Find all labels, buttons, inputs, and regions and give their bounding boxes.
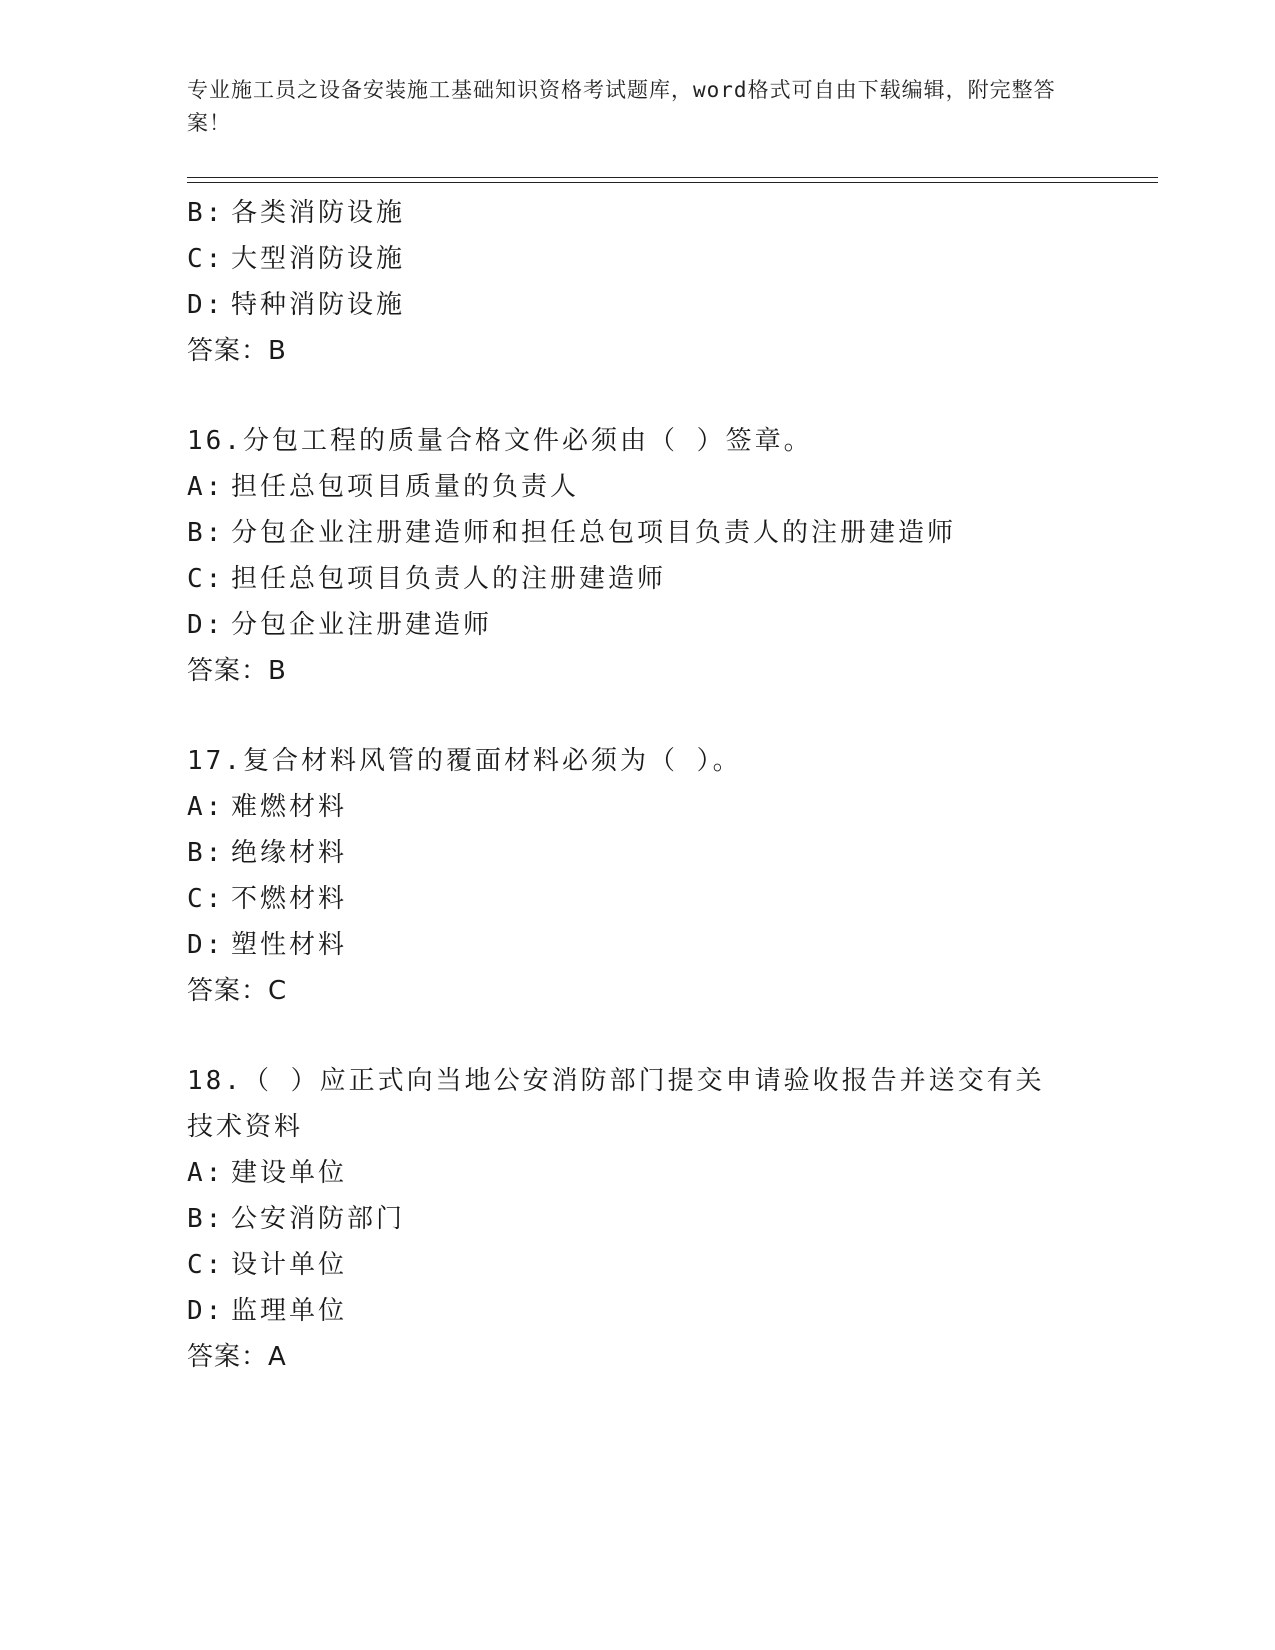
- answer-line: 答案：B: [187, 656, 287, 686]
- option-text: 不燃材料: [231, 884, 348, 914]
- option-item: [187, 1288, 1087, 1334]
- option-key: A:: [187, 1158, 225, 1188]
- option-text: 设计单位: [231, 1250, 348, 1280]
- option-item: [187, 1150, 1087, 1196]
- spacer: [187, 374, 1087, 418]
- option-key: C:: [187, 884, 225, 914]
- option-item: [187, 784, 1087, 830]
- question-block: [187, 1058, 1087, 1380]
- option-key: B:: [187, 518, 225, 548]
- header-rule-bottom: [187, 182, 1158, 183]
- question-stem: 17.复合材料风管的覆面材料必须为（ ）。: [187, 746, 742, 776]
- option-text: 塑性材料: [231, 930, 348, 960]
- answer-line: 答案：B: [187, 336, 287, 366]
- option-item: [187, 602, 1087, 648]
- option-item: [187, 282, 1087, 328]
- option-item: [187, 556, 1087, 602]
- option-text: 绝缘材料: [231, 838, 348, 868]
- option-key: D:: [187, 930, 225, 960]
- question-block: [187, 190, 1087, 374]
- option-item: [187, 876, 1087, 922]
- option-item: [187, 830, 1087, 876]
- option-text: 建设单位: [231, 1158, 348, 1188]
- page-header: 专业施工员之设备安装施工基础知识资格考试题库，word格式可自由下载编辑，附完整答案！: [187, 78, 1056, 135]
- spacer: [187, 694, 1087, 738]
- option-item: [187, 1242, 1087, 1288]
- option-text: 公安消防部门: [231, 1204, 406, 1234]
- question-stem: 16.分包工程的质量合格文件必须由（ ）签章。: [187, 426, 813, 456]
- option-item: [187, 1196, 1087, 1242]
- option-text: 担任总包项目负责人的注册建造师: [231, 564, 667, 594]
- option-key: D:: [187, 610, 225, 640]
- spacer: [187, 1014, 1087, 1058]
- option-key: D:: [187, 1296, 225, 1326]
- option-item: [187, 464, 1087, 510]
- answer-line: 答案：A: [187, 1342, 287, 1372]
- option-item: [187, 922, 1087, 968]
- option-key: C:: [187, 244, 225, 274]
- option-key: A:: [187, 472, 225, 502]
- option-item: [187, 236, 1087, 282]
- option-text: 监理单位: [231, 1296, 348, 1326]
- option-key: B:: [187, 838, 225, 868]
- question-list: [187, 190, 1087, 1380]
- option-key: B:: [187, 1204, 225, 1234]
- option-key: A:: [187, 792, 225, 822]
- header-rule-top: [187, 177, 1158, 178]
- option-key: C:: [187, 1250, 225, 1280]
- option-key: C:: [187, 564, 225, 594]
- option-item: [187, 510, 1087, 556]
- question-stem: 18.（ ）应正式向当地公安消防部门提交申请验收报告并送交有关技术资料: [187, 1066, 1045, 1142]
- option-text: 担任总包项目质量的负责人: [231, 472, 580, 502]
- option-text: 分包企业注册建造师: [231, 610, 493, 640]
- option-item: [187, 190, 1087, 236]
- option-text: 大型消防设施: [231, 244, 406, 274]
- option-text: 各类消防设施: [231, 198, 406, 228]
- option-text: 分包企业注册建造师和担任总包项目负责人的注册建造师: [231, 518, 957, 548]
- option-key: D:: [187, 290, 225, 320]
- option-text: 难燃材料: [231, 792, 348, 822]
- option-key: B:: [187, 198, 225, 228]
- option-text: 特种消防设施: [231, 290, 406, 320]
- question-block: [187, 738, 1087, 1014]
- answer-line: 答案：C: [187, 976, 288, 1006]
- question-block: [187, 418, 1087, 694]
